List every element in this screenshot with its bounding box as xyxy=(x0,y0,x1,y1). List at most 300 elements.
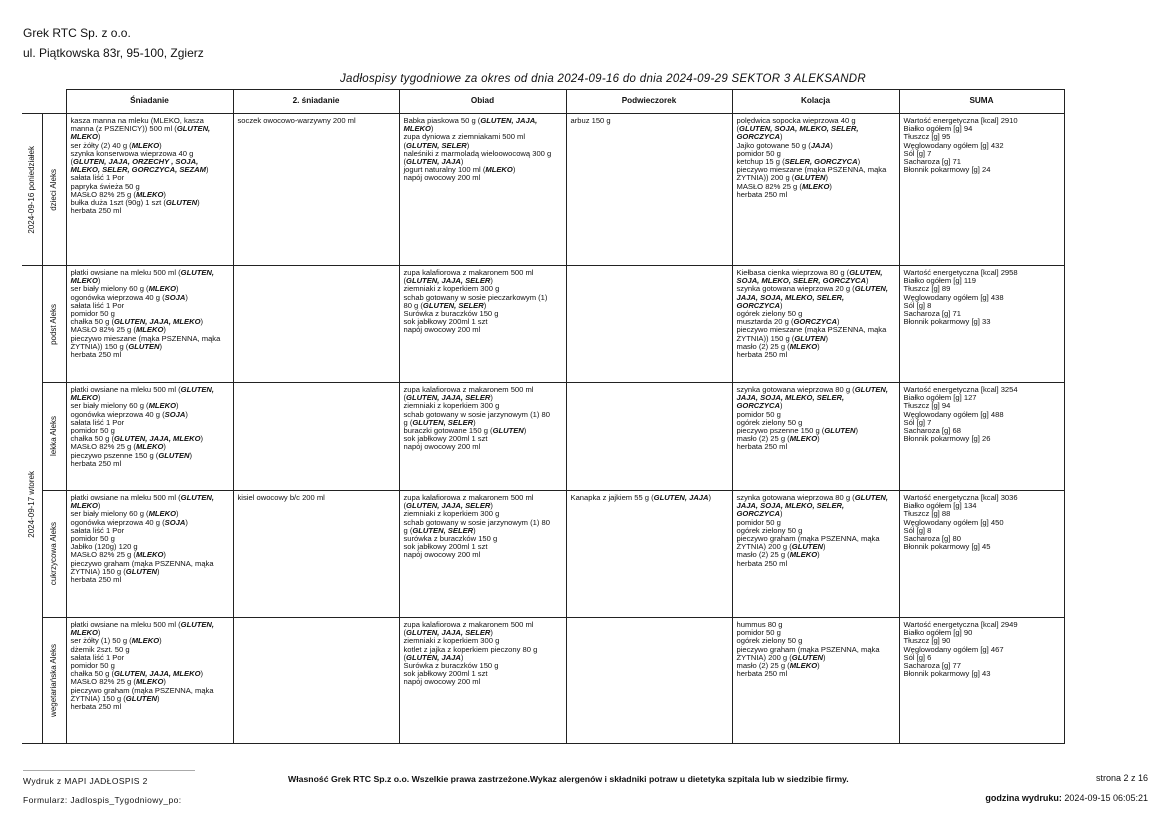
meal-text: ogórek zielony 50 g xyxy=(736,636,803,646)
header-2-sniadanie: 2. śniadanie xyxy=(233,90,399,114)
meal-text: ) xyxy=(159,341,163,351)
meal-text: g ( xyxy=(403,417,413,427)
allergen-text: GORCZYCA xyxy=(736,509,780,519)
meal-text: płatki owsiane na mleku 500 ml ( xyxy=(70,268,181,277)
meal-text: ( xyxy=(403,276,407,286)
meal-text: ) xyxy=(200,669,204,679)
meal-text: musztarda 20 g ( xyxy=(736,317,794,327)
allergen-text: GLUTEN, JAJA, SELER xyxy=(406,501,491,511)
meal-text: ) xyxy=(97,628,101,638)
meal-line xyxy=(71,351,229,359)
meal-cell-drugie-sniadanie xyxy=(233,114,399,266)
allergen-text: GORCZYCA xyxy=(736,300,780,310)
meal-text: MASŁO 82% 25 g ( xyxy=(70,550,136,560)
meal-text: ) xyxy=(163,189,166,199)
meal-text: zupa kalafiorowa z makaronem 500 ml xyxy=(403,268,534,277)
meal-text: Sacharoza [g] 77 xyxy=(903,661,961,671)
header-blank xyxy=(22,90,42,114)
meal-text: zupa dyniowa z ziemniakami 500 ml xyxy=(403,132,526,142)
meal-text: ) xyxy=(159,636,162,646)
meal-line xyxy=(71,460,229,468)
meal-text: herbata 250 ml xyxy=(70,458,122,468)
meal-cell-sniadanie xyxy=(66,491,233,618)
diet-label: podst Aleks xyxy=(49,303,58,345)
meal-text: ) xyxy=(866,276,869,286)
meal-text: napój owocowy 200 ml xyxy=(403,677,481,687)
meal-line xyxy=(404,326,562,334)
meal-text: jogurt naturalny 100 ml ( xyxy=(403,165,486,175)
document-title: Jadłospisy tygodniowe za okres od dnia 2024-09-16 do dnia 2024-09-29 SEKTOR 3 ALEKSANDR xyxy=(340,73,867,85)
allergen-text: GLUTEN xyxy=(794,333,826,343)
meal-text: Błonnik pokarmowy [g] 26 xyxy=(903,434,991,444)
meal-line xyxy=(904,166,1060,174)
meal-text: ) xyxy=(855,426,859,436)
meal-text: ) xyxy=(483,300,487,310)
meal-text: herbata 250 ml xyxy=(736,442,788,452)
meal-text: Błonnik pokarmowy [g] 24 xyxy=(903,165,991,175)
meal-text: MASŁO 82% 25 g ( xyxy=(70,442,136,452)
meal-text: ) xyxy=(176,509,179,519)
meal-line xyxy=(904,543,1060,551)
meal-text: Wartość energetyczna [kcal] 3254 xyxy=(903,385,1018,394)
meal-text: ) xyxy=(159,140,162,150)
meal-text: ) xyxy=(823,542,826,552)
meal-text: pomidor 50 g xyxy=(736,148,781,158)
meal-line xyxy=(904,670,1060,678)
meal-text: kisiel owocowy b/c 200 ml xyxy=(237,493,325,502)
meal-text: płatki owsiane na mleku 500 ml ( xyxy=(70,620,181,629)
meal-text: ŻYTNIA) 200 g ( xyxy=(736,652,792,662)
meal-text: Wartość energetyczna [kcal] 2958 xyxy=(903,268,1018,277)
meal-text: sałata liść 1 Por xyxy=(70,525,125,535)
header-podwieczorek: Podwieczorek xyxy=(566,90,732,114)
meal-text: bułka duża 1szt (90g) 1 szt ( xyxy=(70,198,166,208)
meal-text: ( xyxy=(736,124,740,134)
diet-cell xyxy=(42,618,66,744)
meal-text: ser biały mielony 60 g ( xyxy=(70,401,149,411)
meal-text: Tłuszcz [g] 89 xyxy=(903,284,951,294)
meal-text: ) xyxy=(490,393,493,403)
meal-text: ) xyxy=(197,198,200,208)
meal-text: ) xyxy=(200,434,204,444)
meal-text: pomidor 50 g xyxy=(70,661,115,671)
allergen-text: MLEKO xyxy=(135,677,164,687)
meal-text: ogórek zielony 50 g xyxy=(736,417,803,427)
allergen-text: GLUTEN xyxy=(158,450,190,460)
footer-page-number: strona 2 z 16 xyxy=(1095,773,1148,783)
meal-line xyxy=(71,576,229,584)
meal-text: Sacharoza [g] 68 xyxy=(903,426,961,436)
meal-text: sok jabłkowy 200ml 1 szt xyxy=(403,669,488,679)
allergen-text: GLUTEN, xyxy=(854,385,889,394)
meal-text: ) xyxy=(779,509,783,519)
allergen-text: GLUTEN xyxy=(791,542,823,552)
meal-line xyxy=(238,494,395,502)
meal-text: Sacharoza [g] 80 xyxy=(903,534,961,544)
allergen-text: GLUTEN, JAJA xyxy=(653,493,709,502)
meal-text: schab gotowany w sosie jarzynowym (1) 80 xyxy=(403,409,550,419)
meal-text: ) xyxy=(490,276,493,286)
meal-text: ) xyxy=(185,409,188,419)
meal-text: Sól [g] 6 xyxy=(903,652,932,662)
meal-text: Węglowodany ogółem [g] 438 xyxy=(903,292,1004,302)
meal-text: ) xyxy=(97,276,101,286)
meal-text: Sól [g] 7 xyxy=(903,148,932,158)
meal-text: Babka piaskowa 50 g ( xyxy=(403,116,481,125)
meal-text: Węglowodany ogółem [g] 432 xyxy=(903,140,1004,150)
meal-text: ( xyxy=(403,628,407,638)
meal-text: ) xyxy=(185,292,188,302)
meal-text: Kanapka z jajkiem 55 g ( xyxy=(570,493,654,502)
meal-text: ) xyxy=(490,501,493,511)
allergen-text: MLEKO xyxy=(131,140,160,150)
meal-cell-obiad xyxy=(399,266,566,383)
meal-text: ŻYTNIA)) 200 g ( xyxy=(736,173,795,183)
allergen-text: MLEKO xyxy=(789,550,818,560)
footer-print-time-label: godzina wydruku: xyxy=(985,793,1062,803)
allergen-text: GLUTEN, xyxy=(849,268,883,277)
footer-form: Formularz: Jadlospis_Tygodniowy_po: xyxy=(23,795,182,805)
meal-cell-obiad xyxy=(399,618,566,744)
meal-cell-kolacja xyxy=(732,618,899,744)
meal-text: masło (2) 25 g ( xyxy=(736,550,790,560)
allergen-text: GLUTEN, JAJA xyxy=(406,652,461,662)
allergen-text: SELER, GORCZYCA xyxy=(784,157,858,167)
meal-text: Białko ogółem [g] 90 xyxy=(903,628,973,638)
footer-print-time xyxy=(985,793,1148,803)
meal-text: chałka 50 g ( xyxy=(70,434,114,444)
meal-line xyxy=(904,318,1060,326)
meal-text: ) xyxy=(157,693,160,703)
header-obiad: Obiad xyxy=(399,90,566,114)
allergen-text: MLEKO xyxy=(789,341,818,351)
diet-label: dzieci Aleks xyxy=(49,168,58,211)
meal-text: arbuz 150 g xyxy=(570,116,611,125)
allergen-text: MLEKO xyxy=(70,628,98,638)
meal-text: ) xyxy=(163,325,166,335)
allergen-text: GLUTEN, xyxy=(854,493,889,502)
meal-text: ketchup 15 g ( xyxy=(736,157,785,167)
meal-line xyxy=(737,443,895,451)
diet-label: cukrzycowa Aleks xyxy=(49,522,58,586)
meal-text: ) xyxy=(200,317,204,327)
meal-text: ) xyxy=(176,284,179,294)
company-block xyxy=(23,23,204,63)
meal-text: ) xyxy=(836,317,840,327)
meal-text: pomidor 50 g xyxy=(736,628,781,638)
meal-text: ) xyxy=(779,401,783,411)
meal-text: 80 g ( xyxy=(403,300,423,310)
meal-text: Surówka z buraczków 150 g xyxy=(403,661,499,671)
allergen-text: MLEKO xyxy=(70,132,98,142)
meal-text: ) xyxy=(490,628,493,638)
meal-line xyxy=(404,174,562,182)
meal-line xyxy=(238,117,395,125)
meal-cell-sniadanie xyxy=(66,114,233,266)
meal-cell-drugie-sniadanie xyxy=(233,266,399,383)
meal-cell-suma xyxy=(899,491,1064,618)
allergen-text: GLUTEN, SELER xyxy=(406,140,467,150)
meal-line xyxy=(404,443,562,451)
meal-cell-sniadanie xyxy=(66,383,233,491)
meal-text: herbata 250 ml xyxy=(70,350,122,360)
allergen-text: GORCZYCA xyxy=(736,132,780,142)
menu-row xyxy=(22,618,1064,744)
allergen-text: MLEKO xyxy=(70,501,98,511)
meal-text: herbata 250 ml xyxy=(736,669,788,679)
meal-text: ziemniaki z koperkiem 300 g xyxy=(403,509,500,519)
menu-row xyxy=(22,266,1064,383)
meal-text: ) xyxy=(189,450,193,460)
meal-text: ( xyxy=(403,140,407,150)
meal-text: pieczywo graham (mąka PSZENNA, mąka xyxy=(70,685,214,695)
allergen-text: GLUTEN, SELER xyxy=(412,417,474,427)
allergen-text: JAJA, SOJA, MLEKO, SELER, xyxy=(736,292,845,302)
meal-text: Błonnik pokarmowy [g] 45 xyxy=(903,542,991,552)
meal-text: ) xyxy=(817,550,820,560)
meal-cell-podwieczorek xyxy=(566,266,732,383)
allergen-text: GLUTEN, xyxy=(854,284,889,294)
meal-text: ogonówka wieprzowa 40 g ( xyxy=(70,409,165,419)
meal-text: MASŁO 82% 25 g ( xyxy=(736,181,802,191)
meal-cell-kolacja xyxy=(732,114,899,266)
meal-text: ) xyxy=(430,124,434,134)
meal-text: napój owocowy 200 ml xyxy=(403,442,481,452)
meal-text: dżemik 2szt. 50 g xyxy=(70,644,130,654)
allergen-text: GORCZYCA xyxy=(793,317,837,327)
meal-text: ( xyxy=(403,501,407,511)
meal-text: ) xyxy=(163,677,166,687)
meal-line xyxy=(404,551,562,559)
allergen-text: GLUTEN, JAJA, MLEKO xyxy=(113,317,201,327)
meal-text: Białko ogółem [g] 94 xyxy=(903,124,973,134)
meal-line xyxy=(571,494,728,502)
meal-text: kotlet z jajka z koperkiem pieczony 80 g xyxy=(403,644,538,654)
meal-line xyxy=(571,117,728,125)
meal-text: ) xyxy=(163,550,166,560)
allergen-text: MLEKO xyxy=(789,661,818,671)
allergen-text: GLUTEN xyxy=(791,652,823,662)
header-blank xyxy=(42,90,66,114)
meal-text: pieczywo mieszane (mąka PSZENNA, mąka xyxy=(70,333,221,343)
meal-line xyxy=(71,703,229,711)
meal-text: masło (2) 25 g ( xyxy=(736,661,790,671)
allergen-text: MLEKO, SELER, GORCZYCA, SEZAM xyxy=(70,165,206,175)
meal-text: pieczywo graham (mąka PSZENNA, mąka xyxy=(70,558,214,568)
meal-text: Białko ogółem [g] 134 xyxy=(903,501,977,511)
allergen-text: GLUTEN, JAJA, xyxy=(480,116,538,125)
company-name: Grek RTC Sp. z o.o. xyxy=(23,26,131,40)
meal-text: szynka gotowana wieprzowa 80 g ( xyxy=(736,493,855,502)
meal-text: buraczki gotowane 150 g ( xyxy=(403,426,493,436)
meal-cell-suma xyxy=(899,266,1064,383)
meal-text: MASŁO 82% 25 g ( xyxy=(70,325,136,335)
meal-text: ) xyxy=(857,157,861,167)
meal-text: zupa kalafiorowa z makaronem 500 ml xyxy=(403,620,534,629)
meal-text: ) xyxy=(205,165,209,175)
allergen-text: MLEKO xyxy=(135,442,164,452)
meal-text: surówka z buraczków 150 g xyxy=(403,534,498,544)
meal-text: schab gotowany w sosie pieczarkowym (1) xyxy=(403,292,548,302)
meal-text: Jabłko (120g) 120 g xyxy=(70,542,138,552)
meal-text: ) xyxy=(466,140,470,150)
meal-text: Błonnik pokarmowy [g] 43 xyxy=(903,669,991,679)
meal-text: ) xyxy=(460,157,464,167)
allergen-text: GLUTEN, xyxy=(176,124,211,134)
meal-cell-drugie-sniadanie xyxy=(233,383,399,491)
allergen-text: GLUTEN, JAJA, SELER xyxy=(406,628,491,638)
meal-text: Tłuszcz [g] 94 xyxy=(903,401,951,411)
meal-text: pomidor 50 g xyxy=(70,309,115,319)
meal-text: Kiełbasa cienka wieprzowa 80 g ( xyxy=(736,268,850,277)
menu-row xyxy=(22,491,1064,618)
meal-text: masło (2) 25 g ( xyxy=(736,341,790,351)
allergen-text: JAJA xyxy=(810,140,831,150)
diet-cell xyxy=(42,491,66,618)
meal-text: ziemniaki z koperkiem 300 g xyxy=(403,401,500,411)
meal-text: sok jabłkowy 200ml 1 szt xyxy=(403,434,488,444)
meal-text: Błonnik pokarmowy [g] 33 xyxy=(903,317,991,327)
meal-text: polędwica sopocka wieprzowa 40 g xyxy=(736,116,856,125)
meal-text: Sacharoza [g] 71 xyxy=(903,157,961,167)
allergen-text: GLUTEN, xyxy=(180,620,214,629)
meal-text: pieczywo mieszane (mąka PSZENNA, mąka xyxy=(736,325,887,335)
meal-text: Tłuszcz [g] 88 xyxy=(903,509,951,519)
meal-text: ogórek zielony 50 g xyxy=(736,309,803,319)
meal-text: ) xyxy=(176,401,179,411)
meal-text: sałata liść 1 Por xyxy=(70,652,125,662)
meal-text: płatki owsiane na mleku 500 ml ( xyxy=(70,493,181,502)
meal-text: ) xyxy=(163,442,166,452)
menu-row xyxy=(22,114,1064,266)
meal-cell-obiad xyxy=(399,491,566,618)
footer-print-time-value: 2024-09-15 06:05:21 xyxy=(1064,793,1148,803)
meal-text: płatki owsiane na mleku 500 ml ( xyxy=(70,385,181,394)
meal-text: pieczywo mieszane (mąka PSZENNA, mąka xyxy=(736,165,887,175)
date-cell xyxy=(22,266,42,744)
meal-text: herbata 250 ml xyxy=(70,206,122,216)
allergen-text: GLUTEN, xyxy=(180,385,214,394)
meal-line xyxy=(71,207,229,215)
meal-text: ŻYTNIA)) 150 g ( xyxy=(736,333,795,343)
allergen-text: GORCZYCA xyxy=(736,401,780,411)
diet-cell xyxy=(42,383,66,491)
meal-text: Sól [g] 8 xyxy=(903,525,932,535)
diet-label: wegetariańska Aleks xyxy=(49,644,58,717)
footer-left xyxy=(23,772,182,810)
meal-text: ŻYTNIA)) 150 g ( xyxy=(70,341,129,351)
allergen-text: GLUTEN, JAJA, ORZECHY , SOJA, xyxy=(73,157,199,167)
allergen-text: SOJA, MLEKO, SELER, GORCZYCA xyxy=(736,276,867,286)
meal-text: schab gotowany w sosie jarzynowym (1) 80 xyxy=(403,517,550,527)
allergen-text: GLUTEN, SELER xyxy=(412,525,474,535)
meal-text: Białko ogółem [g] 119 xyxy=(903,276,976,286)
meal-text: ) xyxy=(708,493,712,502)
meal-text: ŻYTNIA) 150 g ( xyxy=(70,693,126,703)
meal-text: ( xyxy=(403,157,407,167)
meal-text: napój owocowy 200 ml xyxy=(403,173,481,183)
meal-text: pomidor 50 g xyxy=(70,534,115,544)
meal-text: Wartość energetyczna [kcal] 2949 xyxy=(903,620,1018,629)
meal-text: ) xyxy=(97,501,101,511)
allergen-text: GLUTEN xyxy=(128,341,160,351)
meal-text: Sól [g] 7 xyxy=(903,417,932,427)
meal-text: ) xyxy=(817,341,820,351)
allergen-text: MLEKO xyxy=(135,189,164,199)
meal-text: ) xyxy=(779,132,783,142)
meal-line xyxy=(737,670,895,678)
meal-text: ( xyxy=(70,157,74,167)
meal-text: ) xyxy=(823,652,826,662)
meal-text: herbata 250 ml xyxy=(736,350,788,360)
meal-text: Sacharoza [g] 71 xyxy=(903,309,961,319)
allergen-text: GLUTEN, JAJA, SELER xyxy=(406,276,491,286)
allergen-text: JAJA, SOJA, MLEKO, SELER, xyxy=(736,501,845,511)
meal-text: Tłuszcz [g] 95 xyxy=(903,132,951,142)
allergen-text: MLEKO xyxy=(801,181,830,191)
meal-line xyxy=(71,117,229,133)
header-sniadanie: Śniadanie xyxy=(66,90,233,114)
meal-text: ) xyxy=(779,300,783,310)
meal-text: ) xyxy=(157,566,160,576)
meal-text: Surówka z buraczków 150 g xyxy=(403,309,499,319)
meal-cell-suma xyxy=(899,618,1064,744)
allergen-text: SOJA xyxy=(164,292,186,302)
meal-text: chałka 50 g ( xyxy=(70,317,114,327)
allergen-text: GLUTEN xyxy=(824,426,856,436)
allergen-text: GLUTEN xyxy=(125,693,157,703)
meal-text: naleśniki z marmoladą wieloowocową 300 g xyxy=(403,148,552,158)
meal-text: ogonówka wieprzowa 40 g ( xyxy=(70,292,165,302)
meal-text: ziemniaki z koperkiem 300 g xyxy=(403,284,500,294)
date-cell xyxy=(22,114,42,266)
meal-cell-obiad xyxy=(399,383,566,491)
meal-text: pieczywo pszenne 150 g ( xyxy=(736,426,825,436)
meal-cell-podwieczorek xyxy=(566,114,732,266)
allergen-text: GLUTEN, JAJA, MLEKO xyxy=(113,434,201,444)
allergen-text: MLEKO xyxy=(148,284,177,294)
meal-text: szynka gotowana wieprzowa 20 g ( xyxy=(736,284,855,294)
menu-row xyxy=(22,383,1064,491)
allergen-text: JAJA, SOJA, MLEKO, SELER, xyxy=(736,393,845,403)
meal-text: papryka świeża 50 g xyxy=(70,181,140,191)
meal-text: pomidor 50 g xyxy=(70,426,115,436)
meal-text: pieczywo pszenne 150 g ( xyxy=(70,450,159,460)
meal-text: Białko ogółem [g] 127 xyxy=(903,393,977,403)
allergen-text: GLUTEN, SELER xyxy=(422,300,484,310)
allergen-text: MLEKO xyxy=(485,165,513,175)
meal-text: ser żółty (2) 40 g ( xyxy=(70,140,132,150)
meal-text: masło (2) 25 g ( xyxy=(736,434,790,444)
allergen-text: MLEKO xyxy=(135,325,164,335)
meal-text: ) xyxy=(97,393,101,403)
meal-cell-kolacja xyxy=(732,266,899,383)
allergen-text: MLEKO xyxy=(70,276,98,286)
meal-cell-podwieczorek xyxy=(566,491,732,618)
meal-text: Wartość energetyczna [kcal] 2910 xyxy=(903,116,1018,125)
meal-text: ziemniaki z koperkiem 300 g xyxy=(403,636,500,646)
header-suma: SUMA xyxy=(899,90,1064,114)
meal-text: ) xyxy=(825,333,829,343)
meal-text: Jajko gotowane 50 g ( xyxy=(736,140,811,150)
allergen-text: MLEKO xyxy=(135,550,164,560)
allergen-text: GLUTEN, JAJA xyxy=(406,157,461,167)
meal-text: ) xyxy=(473,417,476,427)
meal-line xyxy=(737,191,895,199)
meal-text: Węglowodany ogółem [g] 488 xyxy=(903,409,1004,419)
meal-text: MASŁO 82% 25 g ( xyxy=(70,677,136,687)
meal-text: ) xyxy=(473,525,476,535)
